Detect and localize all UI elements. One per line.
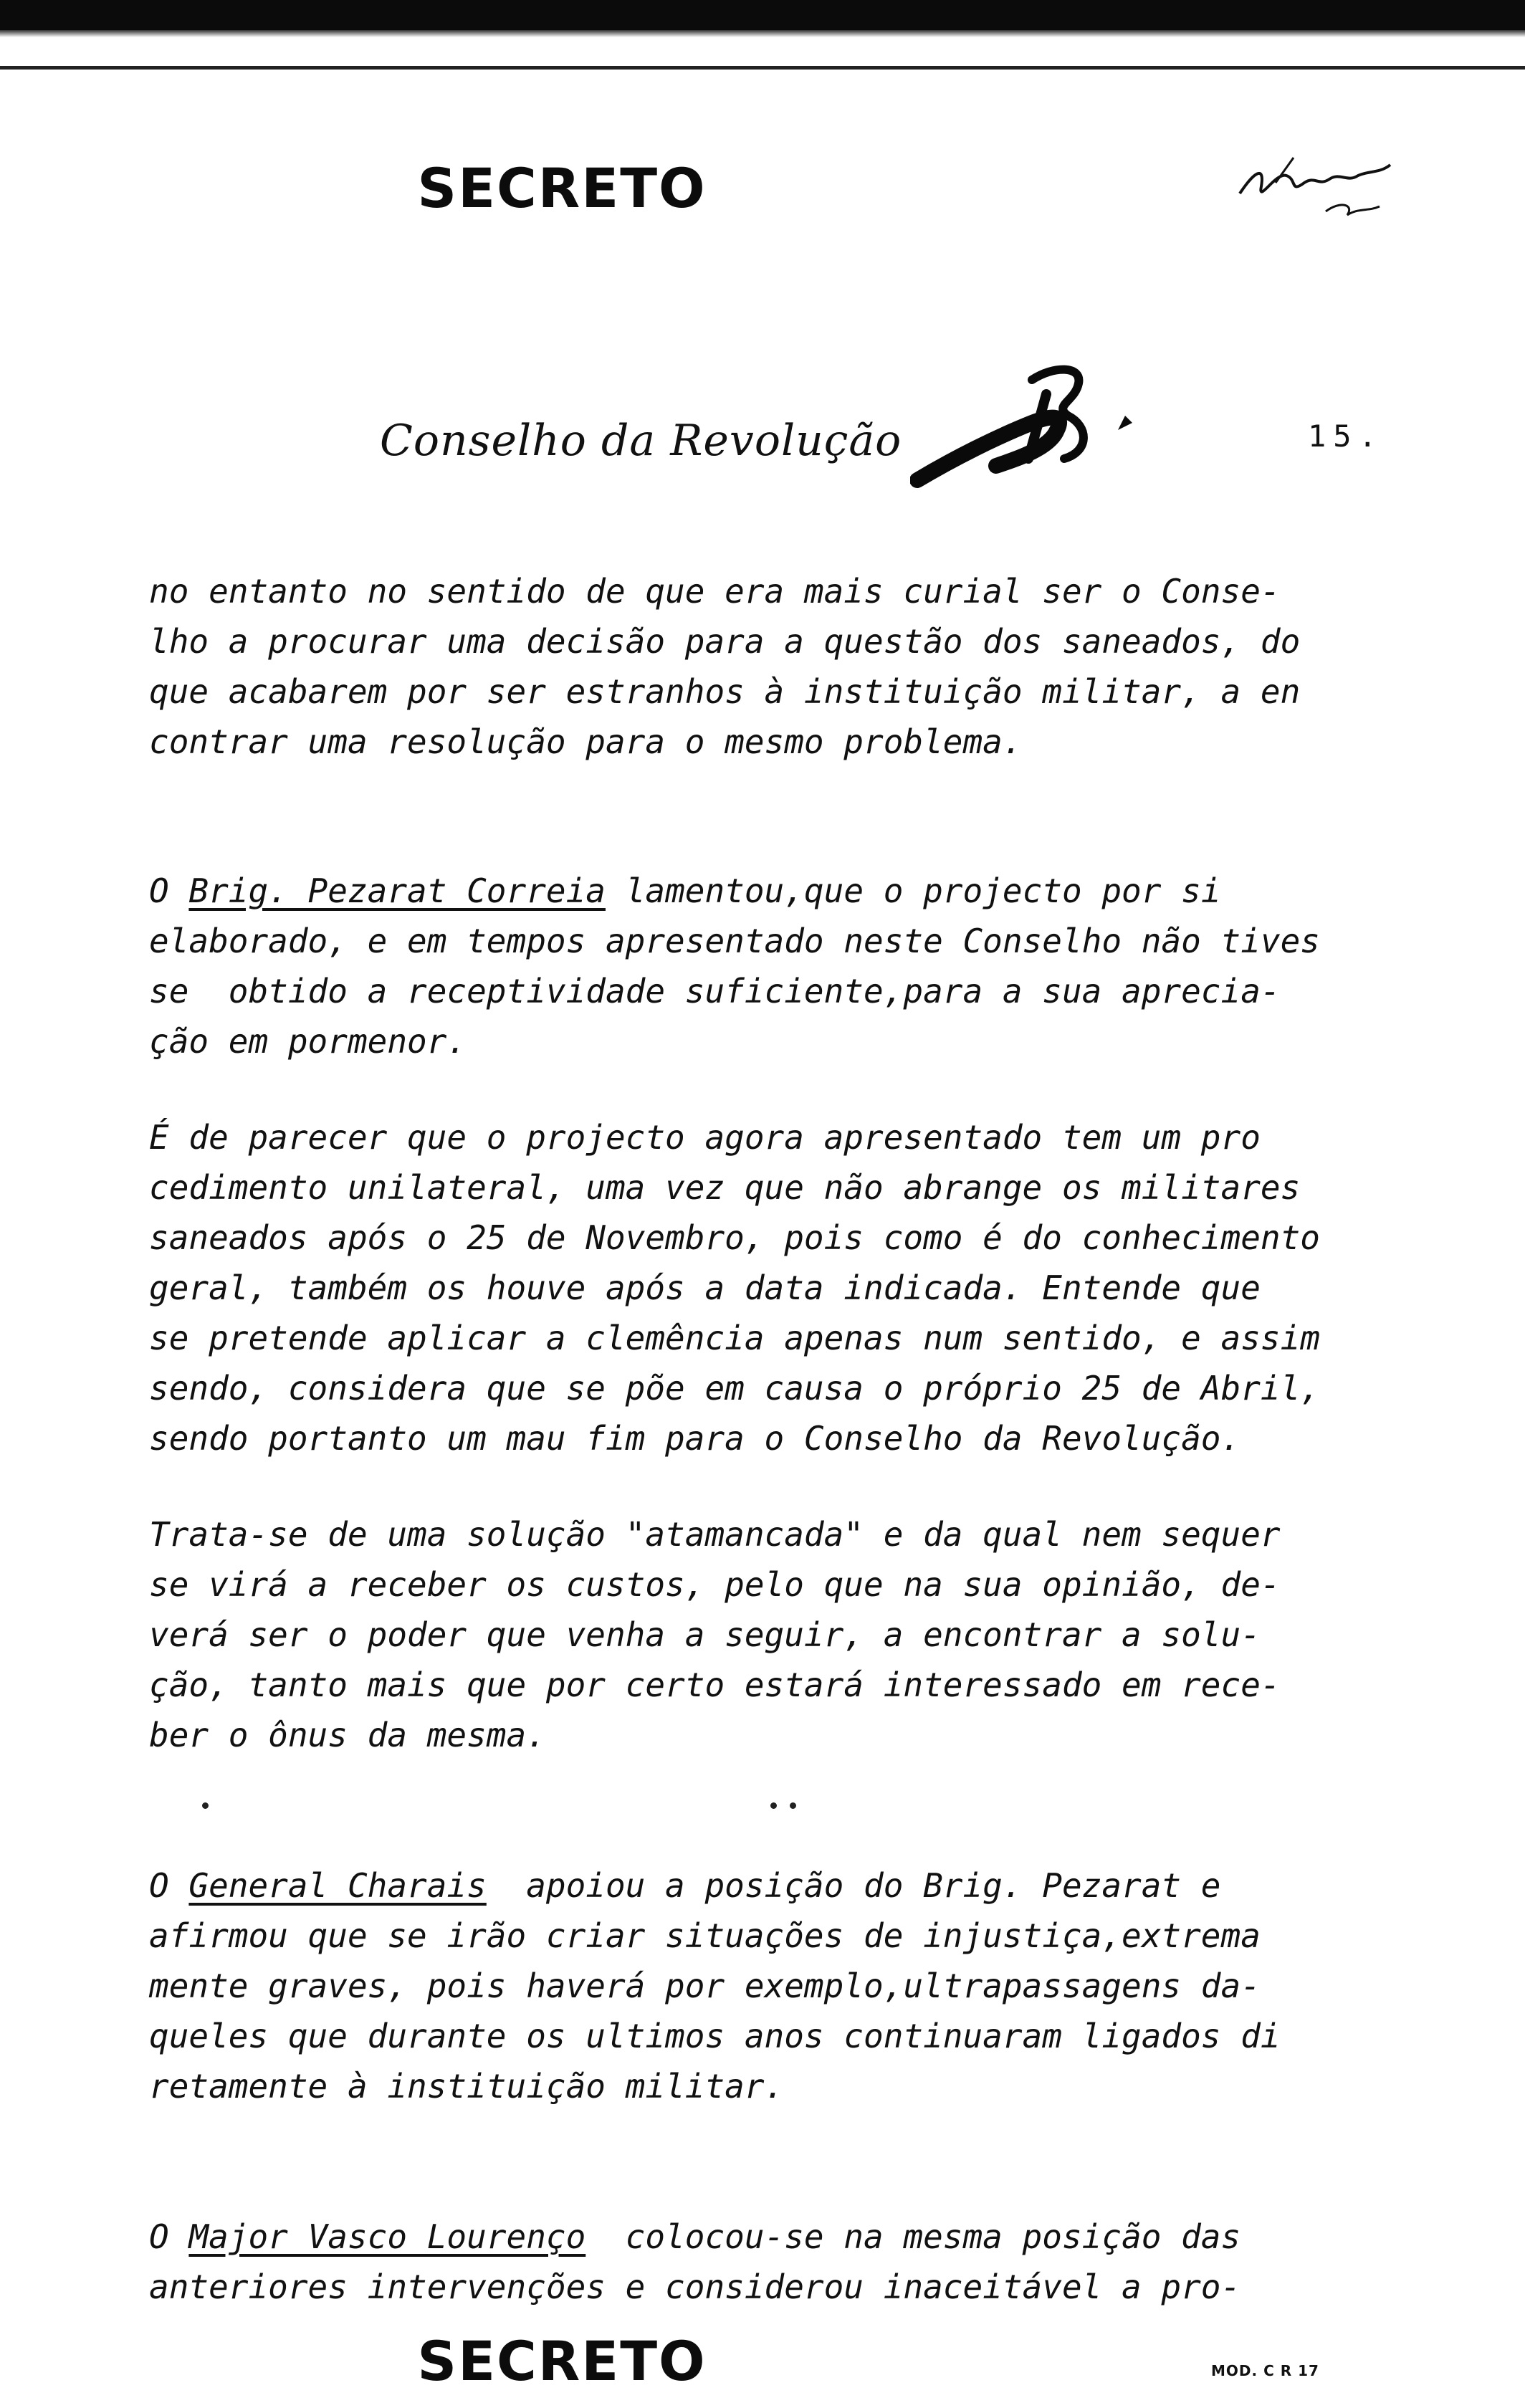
paragraph-line: É de parecer que o projecto agora apresentado tem um pro — [149, 1118, 1261, 1157]
paragraph-line: que acabarem por ser estranhos à instituição militar, a en — [149, 672, 1301, 711]
page-number: 15. — [1308, 419, 1384, 454]
classification-stamp-top: SECRETO — [417, 156, 707, 220]
paragraph-line: lamentou,que o projecto por si — [605, 871, 1221, 910]
speaker-name: Brig. Pezarat Correia — [188, 871, 606, 910]
speaker-name: General Charais — [188, 1866, 487, 1905]
speaker-line: O General Charais apoiou a posição do Brig. Pezarat e — [149, 1866, 1221, 1905]
speaker-line: O Brig. Pezarat Correia lamentou,que o projecto por si — [149, 871, 1221, 910]
paragraph-line: ber o ônus da mesma. — [149, 1716, 546, 1754]
header-rule — [0, 66, 1525, 70]
paragraph-line: saneados após o 25 de Novembro, pois como é do conhecimento — [149, 1218, 1320, 1257]
paragraph-line: colocou-se na mesma posição das — [585, 2217, 1241, 2256]
paragraph-line: contrar uma resolução para o mesmo problema. — [149, 722, 1023, 761]
paragraph-line: queles que durante os ultimos anos continuaram ligados di — [149, 2017, 1281, 2055]
speaker-name: Major Vasco Lourenço — [188, 2217, 586, 2256]
paragraph-line: cedimento unilateral, uma vez que não abrange os militares — [149, 1168, 1301, 1207]
signature-icon — [1233, 143, 1412, 236]
form-code: MOD. C R 17 — [1211, 2362, 1319, 2379]
paragraph-line: no entanto no sentido de que era mais curial ser o Conse- — [149, 572, 1281, 611]
paragraph-line: se obtido a receptividade suficiente,para a sua aprecia- — [149, 972, 1281, 1010]
paragraph-line: anteriores intervenções e considerou inaceitável a pro- — [149, 2268, 1241, 2306]
paragraph-line: se virá a receber os custos, pelo que na sua opinião, de- — [149, 1565, 1281, 1604]
scan-top-shadow — [0, 30, 1525, 37]
paragraph-line: verá ser o poder que venha a seguir, a encontrar a solu- — [149, 1615, 1261, 1654]
paragraph-line: elaborado, e em tempos apresentado neste Conselho não tives — [149, 922, 1320, 960]
classification-stamp-bottom: SECRETO — [417, 2329, 707, 2393]
paragraph-line: sendo, considera que se põe em causa o próprio 25 de Abril, — [149, 1369, 1320, 1408]
stray-mark — [790, 1802, 796, 1809]
paragraph-line: apoiou a posição do Brig. Pezarat e — [486, 1866, 1221, 1905]
paragraph-line: sendo portanto um mau fim para o Conselho da Revolução. — [149, 1419, 1241, 1458]
letterhead-title: Conselho da Revolução — [380, 416, 902, 466]
stray-mark — [202, 1802, 209, 1809]
paragraph-line: lho a procurar uma decisão para a questão dos saneados, do — [149, 622, 1301, 661]
paragraph-line: geral, também os houve após a data indicada. Entende que — [149, 1268, 1261, 1307]
paragraph-line: retamente à instituição militar. — [149, 2067, 785, 2106]
initials-signature-icon — [910, 351, 1139, 502]
paragraph-line: ção em pormenor. — [149, 1022, 467, 1061]
paragraph-line: mente graves, pois haverá por exemplo,ultrapassagens da- — [149, 1967, 1261, 2005]
speaker-line: O Major Vasco Lourenço colocou-se na mesma posição das — [149, 2217, 1241, 2256]
minutes-body — [149, 566, 1410, 2312]
paragraph-line: se pretende aplicar a clemência apenas num sentido, e assim — [149, 1319, 1320, 1357]
paragraph-line: Trata-se de uma solução "atamancada" e da qual nem sequer — [149, 1515, 1281, 1554]
scan-top-border — [0, 0, 1525, 30]
paragraph-line: ção, tanto mais que por certo estará interessado em rece- — [149, 1666, 1281, 1704]
paragraph-line: afirmou que se irão criar situações de injustiça,extrema — [149, 1916, 1261, 1955]
stray-mark — [770, 1802, 777, 1809]
